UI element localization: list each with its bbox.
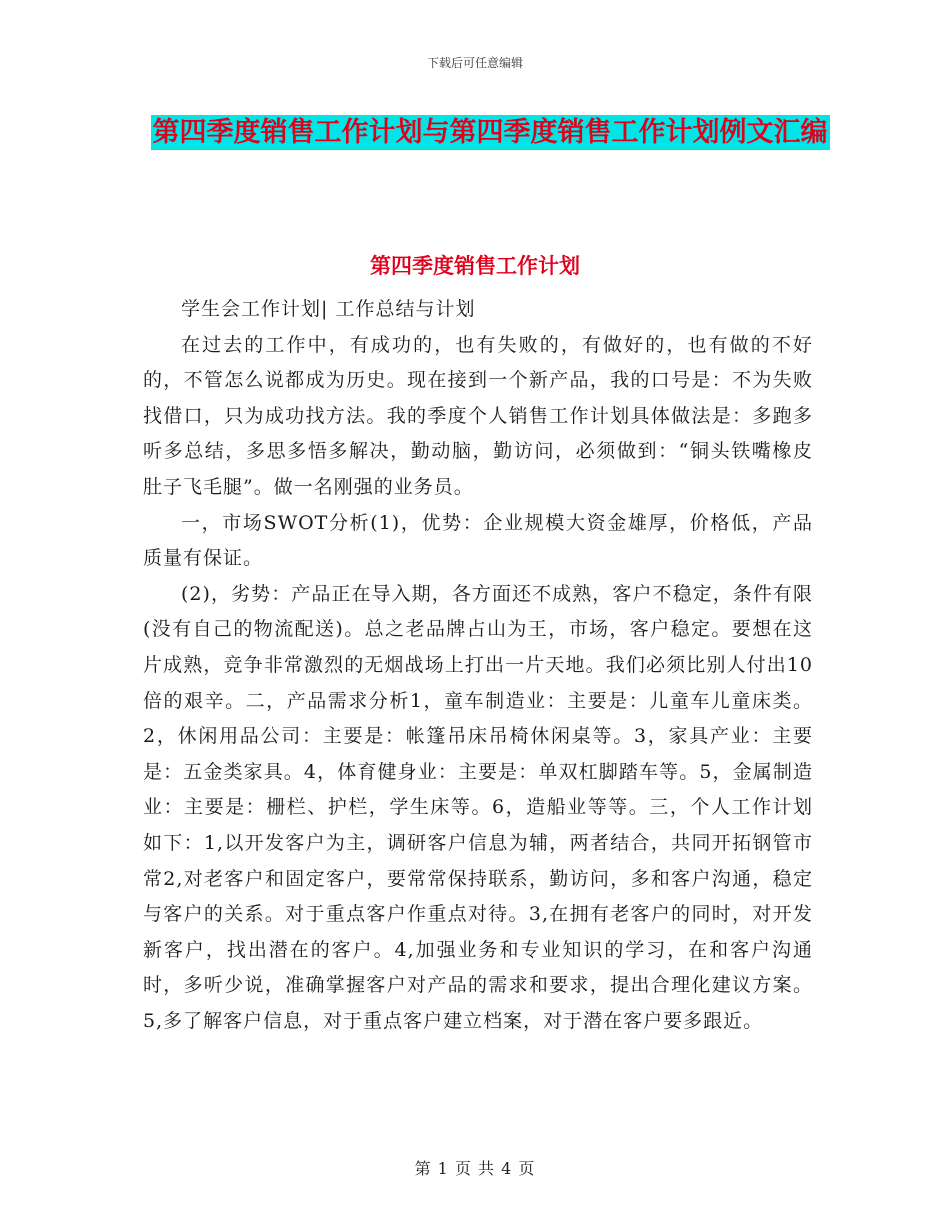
page-footer: 第 1 页 共 4 页 <box>414 1159 536 1178</box>
main-title-text: 第四季度销售工作计划与第四季度销售工作计划例文汇编 <box>152 117 828 148</box>
paragraph-swot-weaknesses: (2)，劣势：产品正在导入期，各方面还不成熟，客户不稳定，条件有限(没有自己的物流配送)。总之老品牌占山为王，市场，客户稳定。要想在这片成熟，竞争非常激烈的无烟战场上打出一片天地。我们必须比别人付出10倍的艰辛。二，产品需求分析1，童车制造业：主要是：儿童车儿童床类。2，休闲用品公司：主要是：帐篷吊床吊椅休闲桌等。3，家具产业：主要是：五金类家具。4，体育健身业：主要是：单双杠脚踏车等。5，金属制造业：主要是：栅栏、护栏，学生床等。6，造船业等等。三，个人工作计划如下：1,以开发客户为主，调研客户信息为辅，两者结合，共同开拓钢管市常2,对老客户和固定客户，要常常保持联系，勤访问，多和客户沟通，稳定与客户的关系。对于重点客户作重点对待。3,在拥有老客户的同时，对开发新客户，找出潜在的客户。4,加强业务和专业知识的学习，在和客户沟通时，多听少说，准确掌握客户对产品的需求和要求，提出合理化建议方案。5,多了解客户信息，对于重点客户建立档案，对于潜在客户要多跟近。 <box>143 582 813 1032</box>
body-text <box>143 292 813 1039</box>
main-title <box>140 110 840 156</box>
section-title: 第四季度销售工作计划 <box>370 254 580 278</box>
header-note: 下载后可任意编辑 <box>426 56 523 70</box>
paragraph-intro: 在过去的工作中，有成功的，也有失败的，有做好的，也有做的不好的，不管怎么说都成为历史。现在接到一个新产品，我的口号是：不为失败找借口，只为成功找方法。我的季度个人销售工作计划具体做法是：多跑多听多总结，多思多悟多解决，勤动脑，勤访问，必须做到：“铜头铁嘴橡皮肚子飞毛腿”。做一名刚强的业务员。 <box>143 333 813 498</box>
paragraph-swot-strengths: 一，市场SWOT分析(1)，优势：企业规模大资金雄厚，价格低，产品质量有保证。 <box>143 511 813 570</box>
paragraph-category: 学生会工作计划| 工作总结与计划 <box>181 298 476 320</box>
